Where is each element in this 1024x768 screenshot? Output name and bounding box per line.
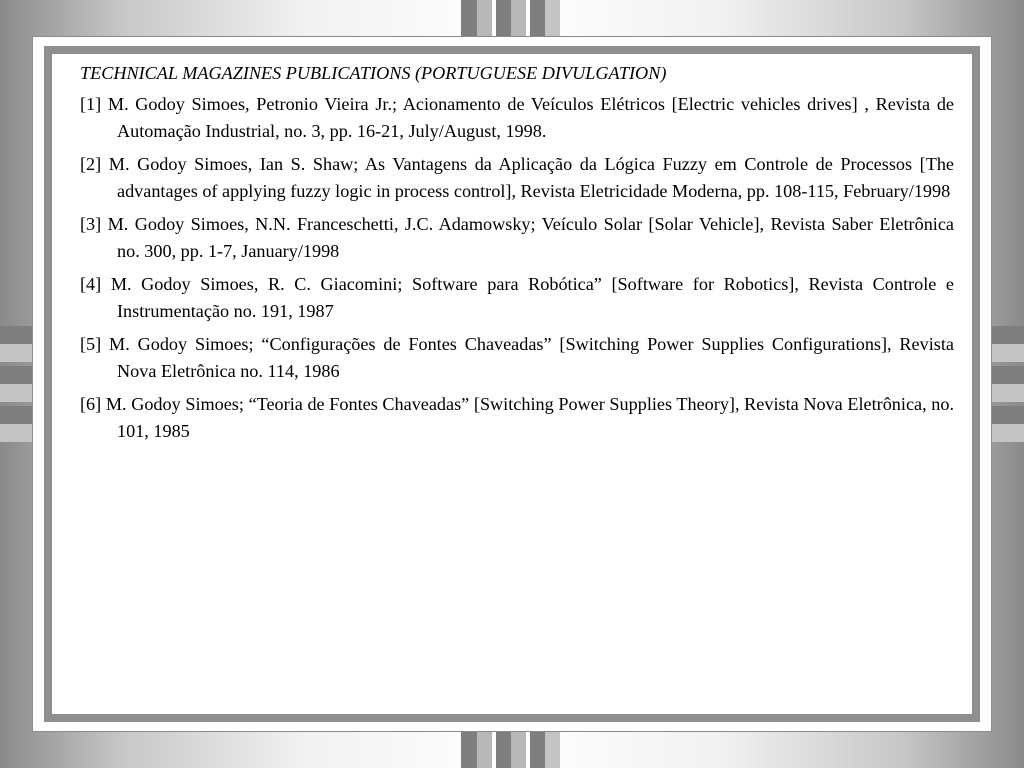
reference-item: [5] M. Godoy Simoes; “Configurações de Fontes Chaveadas” [Switching Power Supplies Configurations], Revista Nova Eletrônica no. 114, 1986 xyxy=(80,334,954,381)
reference-list xyxy=(80,91,954,444)
reference-item: [1] M. Godoy Simoes, Petronio Vieira Jr.; Acionamento de Veículos Elétricos [Electric vehicles drives] , Revista de Automação Industrial, no. 3, pp. 16-21, July/August, 1998. xyxy=(80,94,954,141)
reference-item: [3] M. Godoy Simoes, N.N. Franceschetti, J.C. Adamowsky; Veículo Solar [Solar Vehicle], Revista Saber Eletrônica no. 300, pp. 1-7, January/1998 xyxy=(80,214,954,261)
slide-content xyxy=(80,60,954,451)
reference-item: [4] M. Godoy Simoes, R. C. Giacomini; Software para Robótica” [Software for Robotics], Revista Controle e Instrumentação no. 191, 1987 xyxy=(80,274,954,321)
reference-item: [2] M. Godoy Simoes, Ian S. Shaw; As Vantagens da Aplicação da Lógica Fuzzy em Controle de Processos [The advantages of applying fuzzy logic in process control], Revista Eletricidade Moderna, pp. 108-115, February/1998 xyxy=(80,154,954,201)
slide-heading: TECHNICAL MAGAZINES PUBLICATIONS (PORTUGUESE DIVULGATION) xyxy=(80,63,667,83)
reference-item: [6] M. Godoy Simoes; “Teoria de Fontes Chaveadas” [Switching Power Supplies Theory], Revista Nova Eletrônica, no. 101, 1985 xyxy=(80,394,954,441)
